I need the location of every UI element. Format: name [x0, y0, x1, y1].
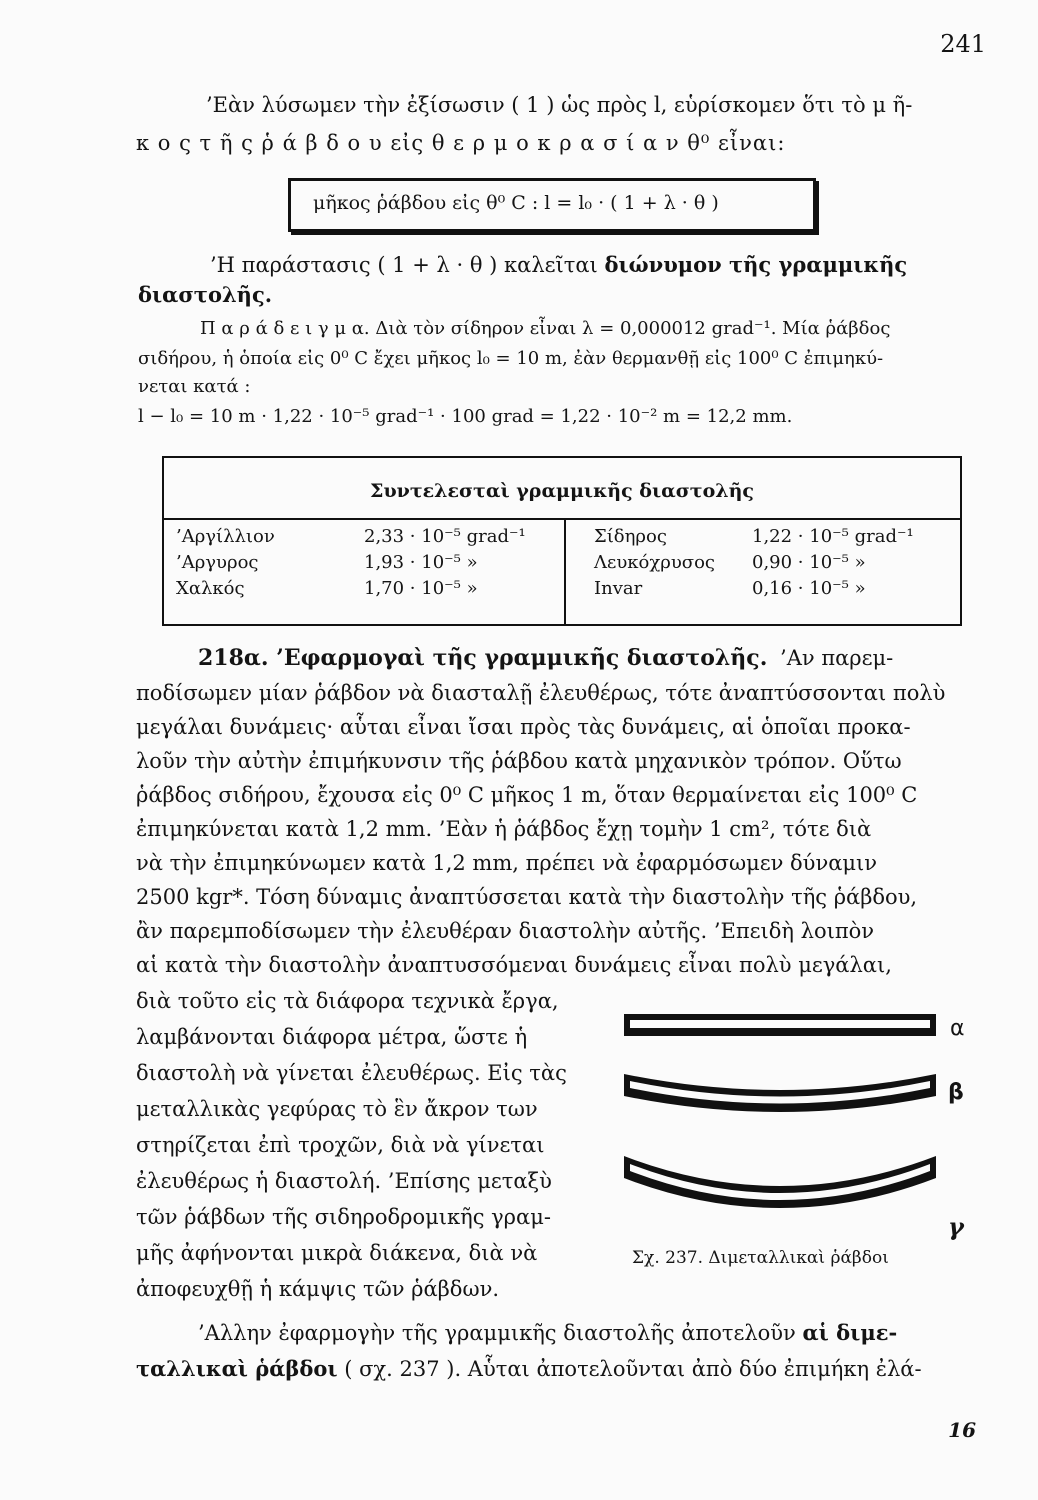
table-cell-name: Invar	[594, 578, 643, 599]
table-cell-name: Χαλκός	[176, 578, 245, 599]
rod-alpha	[624, 1014, 936, 1036]
section-line: αἱ κατὰ τὴν διαστολὴν ἀναπτυσσόμεναι δυνάμεις εἶναι πολὺ μεγάλαι,	[136, 953, 892, 977]
table-cell-value: 1,70 · 10⁻⁵ »	[364, 578, 478, 599]
binomial-term-end: διαστολῆς.	[138, 282, 273, 307]
section-line: στηρίζεται ἐπὶ τροχῶν, διὰ νὰ γίνεται	[136, 1133, 545, 1157]
table-cell-value: 0,90 · 10⁻⁵ »	[752, 552, 866, 573]
binomial-term: διώνυμον τῆς γραμμικῆς	[604, 252, 908, 277]
section-line: ἀποφευχθῇ ἡ κάμψις τῶν ῥάβδων.	[136, 1277, 500, 1301]
rod-label-gamma: γ	[948, 1212, 964, 1241]
rod-gamma	[624, 1156, 936, 1208]
rod-label-alpha: α	[950, 1016, 965, 1041]
section-line: ποδίσωμεν μίαν ῥάβδον νὰ διασταλῇ ἐλευθέρως, τότε ἀναπτύσσονται πολὺ	[136, 681, 946, 705]
formula-box	[288, 178, 816, 232]
length-formula: μῆκος ῥάβδου εἰς θ⁰ C : l = l₀ · ( 1 + λ · θ )	[313, 192, 719, 214]
section-line: μεταλλικὰς γεφύρας τὸ ἓν ἄκρον των	[136, 1097, 538, 1121]
section-line-0: ’Αν παρεμ-	[780, 646, 894, 670]
table-divider	[164, 518, 960, 520]
section-line: ἐλευθέρως ἡ διαστολή. ’Επίσης μεταξὺ	[136, 1169, 552, 1193]
page-number: 241	[940, 30, 986, 58]
example-line-2: σιδήρου, ἡ ὁποία εἰς 0⁰ C ἔχει μῆκος l₀ = 10 m, ἐὰν θερμανθῇ εἰς 100⁰ C ἐπιμηκύ-	[138, 348, 884, 369]
section-line: τῶν ῥάβδων τῆς σιδηροδρομικῆς γραμ-	[136, 1205, 551, 1229]
bimetallic-rods-figure	[612, 1006, 972, 1278]
section-line: μεγάλαι δυνάμεις· αὗται εἶναι ἴσαι πρὸς τὰς δυνάμεις, αἱ ὁποῖαι προκα-	[136, 715, 911, 739]
table-column-divider	[564, 518, 566, 624]
table-cell-name: Σίδηρος	[594, 526, 667, 547]
table-cell-value: 0,16 · 10⁻⁵ »	[752, 578, 866, 599]
section-heading: 218α. ’Εφαρμογαὶ τῆς γραμμικῆς διαστολῆς.	[198, 645, 768, 671]
section-line: ἐπιμηκύνεται κατὰ 1,2 mm. ’Εὰν ἡ ῥάβδος ἔχῃ τομὴν 1 cm², τότε διὰ	[136, 817, 872, 841]
section-heading-line	[198, 645, 893, 671]
table-cell-value: 1,22 · 10⁻⁵ grad⁻¹	[752, 526, 914, 547]
section-line: διὰ τοῦτο εἰς τὰ διάφορα τεχνικὰ ἔργα,	[136, 989, 559, 1013]
last-paragraph-line-2	[136, 1356, 922, 1382]
table-cell-value: 1,93 · 10⁻⁵ »	[364, 552, 478, 573]
section-line: λαμβάνονται διάφορα μέτρα, ὥστε ἡ	[136, 1025, 528, 1049]
bimetallic-term: αἱ διμε-	[802, 1320, 898, 1345]
last-paragraph-text: ’Αλλην ἐφαρμογὴν τῆς γραμμικῆς διαστολῆς ἀποτελοῦν	[198, 1321, 796, 1345]
rod-label-beta: β	[948, 1080, 964, 1105]
binomial-line-1	[210, 252, 907, 278]
intro-line-2: κ ο ς τ ῆ ς ῥ ά β δ ο υ εἰς θ ε ρ μ ο κ ρ α σ ί α ν θ⁰ εἶναι:	[136, 131, 786, 155]
table-cell-value: 2,33 · 10⁻⁵ grad⁻¹	[364, 526, 526, 547]
section-line: 2500 kgr*. Τόση δύναμις ἀναπτύσσεται κατὰ τὴν διαστολὴν τῆς ῥάβδου,	[136, 885, 918, 909]
section-line: ῥάβδος σιδήρου, ἔχουσα εἰς 0⁰ C μῆκος 1 m, ὅταν θερμαίνεται εἰς 100⁰ C	[136, 783, 918, 807]
last-paragraph-text: ( σχ. 237 ). Αὗται ἀποτελοῦνται ἀπὸ δύο ἐπιμήκη ἐλά-	[344, 1357, 922, 1381]
table-cell-name: Λευκόχρυσος	[594, 552, 715, 573]
signature-mark: 16	[948, 1418, 976, 1442]
section-line: λοῦν τὴν αὐτὴν ἐπιμήκυνσιν τῆς ῥάβδου κατὰ μηχανικὸν τρόπον. Οὕτω	[136, 749, 902, 773]
binomial-line-2	[138, 282, 272, 308]
intro-line-1: ’Εὰν λύσωμεν τὴν ἐξίσωσιν ( 1 ) ὡς πρὸς l, εὑρίσκομεν ὅτι τὸ μ ῆ-	[206, 93, 913, 117]
binomial-text: ’Η παράστασις ( 1 + λ · θ ) καλεῖται	[210, 253, 598, 277]
rod-beta	[624, 1074, 936, 1112]
table-caption: Συντελεσταὶ γραμμικῆς διαστολῆς	[370, 480, 754, 502]
example-calculation: l − l₀ = 10 m · 1,22 · 10⁻⁵ grad⁻¹ · 100 grad = 1,22 · 10⁻² m = 12,2 mm.	[138, 406, 793, 427]
section-line: μῆς ἀφήνονται μικρὰ διάκενα, διὰ νὰ	[136, 1241, 538, 1265]
table-cell-name: ’Αργυρος	[176, 552, 259, 573]
table-cell-name: ’Αργίλλιον	[176, 526, 275, 547]
section-line: ἂν παρεμποδίσωμεν τὴν ἐλευθέραν διαστολὴν αὐτῆς. ’Επειδὴ λοιπὸν	[136, 919, 875, 943]
bimetallic-term-end: ταλλικαὶ ῥάβδοι	[136, 1356, 338, 1381]
section-line: διαστολὴ νὰ γίνεται ἐλευθέρως. Εἰς τὰς	[136, 1061, 567, 1085]
example-line-3: νεται κατά :	[138, 376, 251, 397]
section-line: νὰ τὴν ἐπιμηκύνωμεν κατὰ 1,2 mm, πρέπει νὰ ἐφαρμόσωμεν δύναμιν	[136, 851, 878, 875]
figure-caption: Σχ. 237. Διμεταλλικαὶ ῥάβδοι	[632, 1248, 889, 1268]
expansion-coefficients-table	[162, 456, 962, 626]
last-paragraph-line-1	[198, 1320, 897, 1346]
example-line-1: Π α ρ ά δ ε ι γ μ α. Διὰ τὸν σίδηρον εἶναι λ = 0,000012 grad⁻¹. Μία ῥάβδος	[200, 318, 891, 339]
